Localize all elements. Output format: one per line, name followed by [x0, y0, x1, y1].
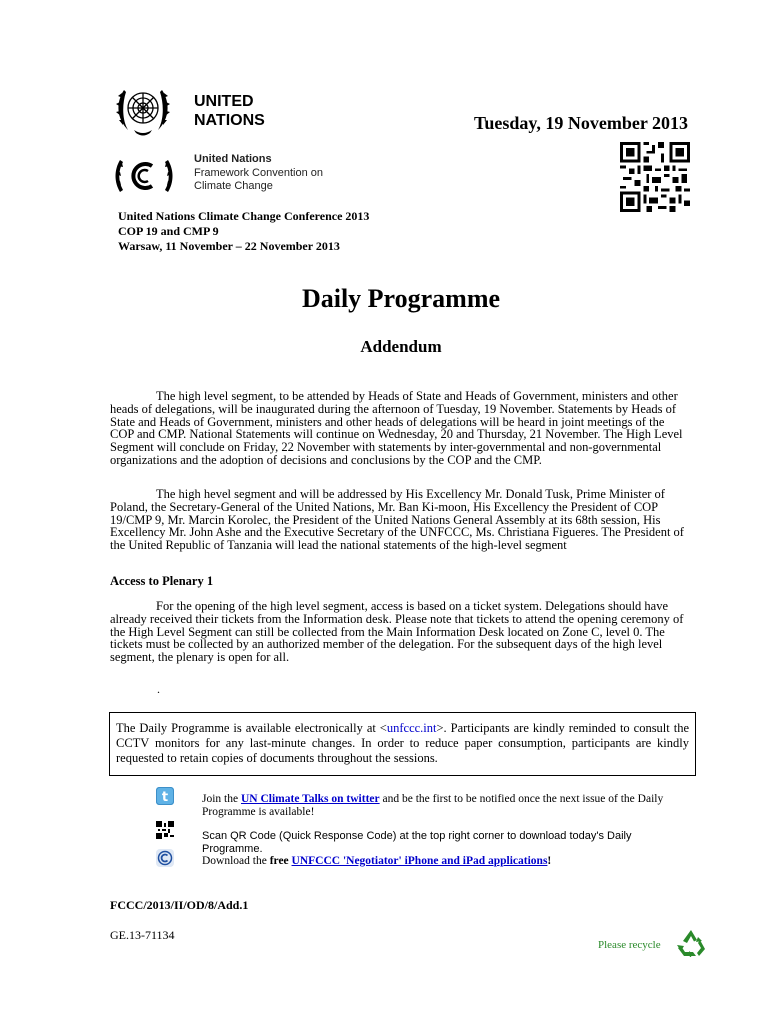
unfccc-wordmark — [194, 153, 323, 194]
issue-date: Tuesday, 19 November 2013 — [474, 113, 689, 133]
unfccc-line-1: United Nations — [194, 153, 272, 165]
qr-small-icon — [156, 821, 174, 839]
document-title: Daily Programme — [301, 284, 501, 313]
paragraph-access — [110, 600, 686, 664]
paragraph-speakers — [110, 488, 686, 552]
document-symbol: FCCC/2013/II/OD/8/Add.1 — [110, 898, 249, 912]
app-text-after: ! — [547, 855, 552, 867]
app-link[interactable]: UNFCCC 'Negotiator' iPhone and iPad applications — [291, 855, 548, 867]
recycle-icon — [676, 929, 706, 957]
section-heading-access: Access to Plenary 1 — [110, 574, 214, 588]
conference-info — [118, 209, 369, 254]
paragraph-3-text: For the opening of the high level segment, access is based on a ticket system. Delegations should have already received their tickets from the Information desk. Please note that tickets to attend the opening ceremony of the High Level Segment can still be collected from the Main Information Desk located on Zone C, level 0. The tickets must be collected by an authorized member of the delegation. For the subsequent days of the high level segment, the plenary is open for all. — [110, 599, 684, 665]
unfccc-line-2: Framework Convention on — [194, 166, 324, 179]
conference-line-2: COP 19 and CMP 9 — [118, 224, 219, 238]
paragraph-1-text: The high level segment, to be attended by Heads of State and Heads of Government, ministers and other heads of delegations, will be inaugurated during the afternoon of Tuesday, 19 November. Statements by Heads of State and Heads of Government, ministers and other heads of delegations will be heard in joint meetings of the COP and CMP. National Statements will continue on Wednesday, 20 and Thursday, 21 November. The High Level Segment will conclude on Friday, 22 November with statements by inter-governmental and non-governmental organizations and the adoption of decisions and conclusions by the COP and the CMP. — [110, 389, 683, 467]
svg-text:t: t — [161, 790, 169, 805]
app-free-label: free — [269, 855, 289, 867]
recycle-label: Please recycle — [598, 939, 661, 951]
twitter-line — [202, 793, 682, 819]
un-emblem-logo — [112, 82, 174, 138]
notice-text-after: >. Participants are kindly reminded to consult the CCTV monitors for any last-minute changes. In order to reduce paper consumption, participants are kindly requested to retain copies of documents throughout the sessions. — [116, 721, 689, 765]
unfccc-app-icon[interactable] — [156, 849, 174, 867]
un-wordmark — [194, 92, 265, 130]
qr-line: Scan QR Code (Quick Response Code) at the top right corner to download today's Daily Programme. — [202, 830, 632, 855]
twitter-text-before: Join the — [202, 793, 241, 805]
ge-number: GE.13-71134 — [110, 928, 175, 942]
app-text-before: Download the — [202, 855, 270, 867]
app-line — [202, 855, 682, 868]
conference-line-3: Warsaw, 11 November – 22 November 2013 — [118, 239, 340, 253]
paragraph-2-text: The high hevel segment and will be addressed by His Excellency Mr. Donald Tusk, Prime Minister of Poland, the Secretary-General of the United Nations, Mr. Ban Ki-moon, His Excellency the President of COP 19/CMP 9, Mr. Marcin Korolec, the President of the United Nations General Assembly at its 68th session, His Excellency Mr. John Ashe and the Executive Secretary of the UNFCCC, Ms. Christiana Figueres. The President of the United Republic of Tanzania will lead the national statements of the high-level segment — [110, 487, 684, 553]
document-subtitle: Addendum — [360, 337, 442, 356]
unfccc-link[interactable]: unfccc.int — [386, 721, 437, 735]
un-line-1: UNITED — [194, 93, 254, 110]
notice-box — [109, 712, 696, 776]
un-line-2: NATIONS — [194, 112, 265, 129]
conference-line-1: United Nations Climate Change Conference 2013 — [118, 209, 370, 223]
twitter-link[interactable]: UN Climate Talks on twitter — [240, 793, 380, 805]
unfccc-logo — [112, 150, 176, 200]
paragraph-high-level-segment — [110, 390, 686, 467]
notice-text-before: The Daily Programme is available electronically at < — [116, 721, 387, 735]
unfccc-line-3: Climate Change — [194, 180, 273, 192]
twitter-text-after: and be the first to be notified once the next issue of the Daily Programme is available! — [202, 793, 664, 818]
twitter-icon[interactable] — [156, 787, 174, 805]
stray-dot: . — [157, 682, 160, 696]
qr-code[interactable] — [619, 142, 691, 212]
